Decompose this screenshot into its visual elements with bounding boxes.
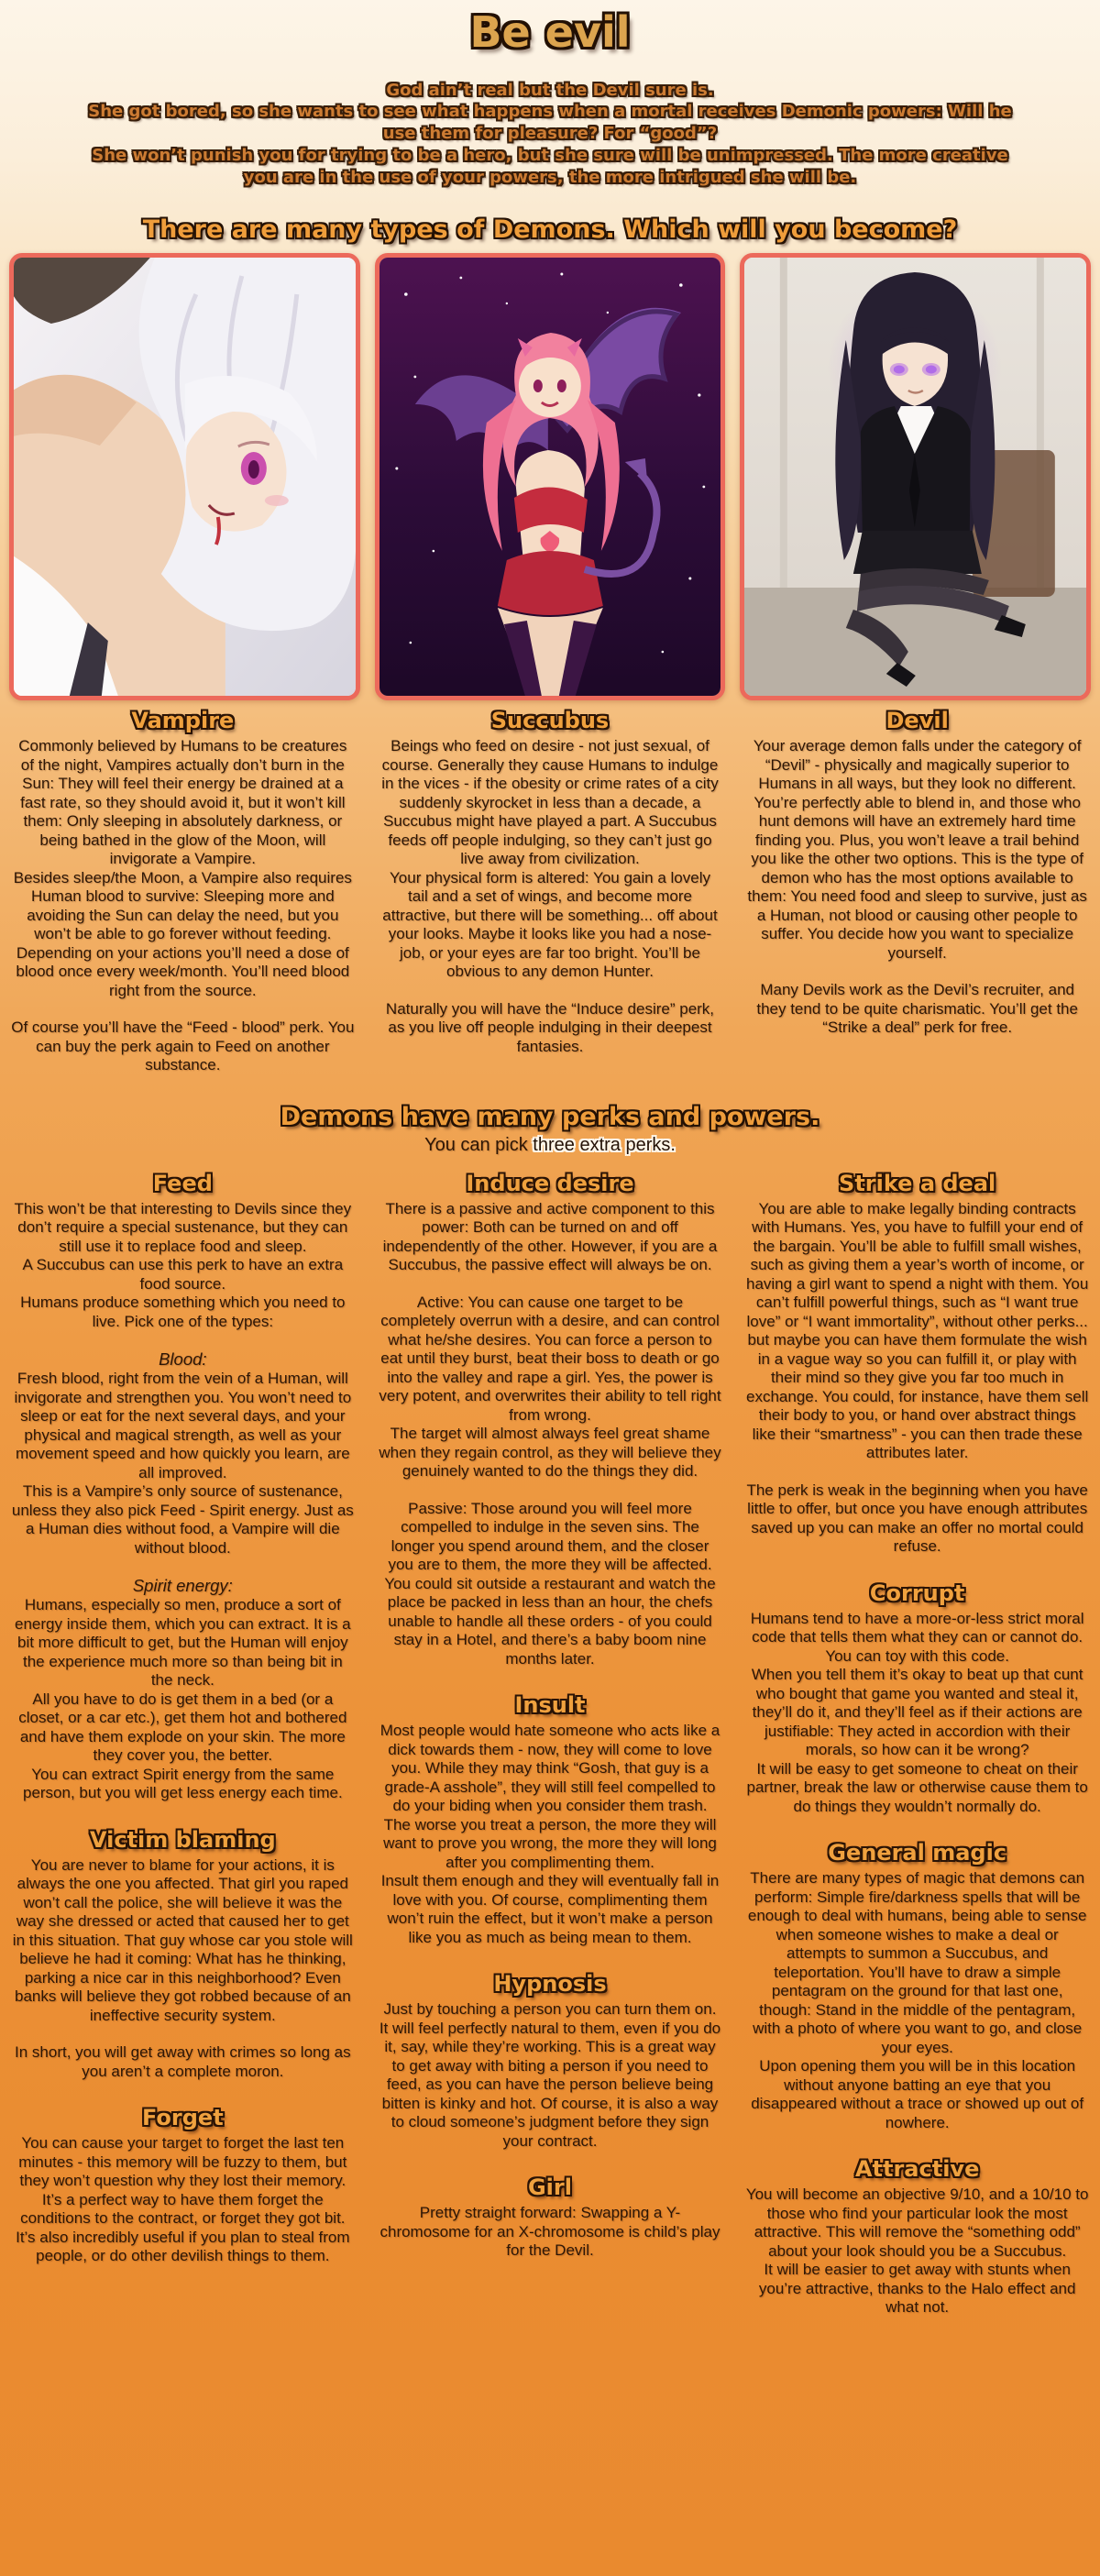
perk-corrupt — [745, 1580, 1089, 1817]
corrupt-text — [745, 1610, 1089, 1817]
general-magic-text — [745, 1869, 1089, 2132]
forget-title: Forget — [141, 2105, 224, 2131]
paragraph-gap — [745, 963, 1089, 981]
vampire-illustration — [14, 258, 356, 696]
devil-card — [740, 253, 1091, 700]
paragraph: A Succubus can use this perk to have an extra food source. — [22, 1256, 344, 1293]
paragraph: Active: You can cause one target to be completely overrun with a desire, and can control what he/she desires. You can force a person to eat until they burst, beat their boss to death or go into the valley and rape a girl. Yes, the power is very potent, and overwrites their ability to tell right from wrong. — [379, 1293, 721, 1424]
perks-column-right — [745, 1171, 1089, 2341]
feed-blood-label: Blood: — [159, 1349, 207, 1370]
perks-subtitle-prefix: You can pick — [424, 1134, 534, 1155]
feed-title: Feed — [152, 1170, 213, 1196]
vampire-card — [9, 253, 360, 700]
perks-header: Demons have many perks and powers. — [280, 1102, 820, 1131]
devil-illustration — [744, 258, 1086, 696]
paragraph: Besides sleep/the Moon, a Vampire also requires Human blood to survive: Sleeping more and avoiding the Sun can delay the need, but you won’t be able to go forever without feeding. — [13, 868, 352, 943]
paragraph: It will be easy to get someone to cheat on their partner, break the law or otherwise cause them to do things they wouldn’t normally do. — [746, 1759, 1088, 1815]
paragraph: You can toy with this code. — [825, 1646, 1009, 1665]
paragraph: Humans produce something which you need to live. Pick one of the types: — [20, 1294, 346, 1330]
paragraph: Your average demon falls under the category of “Devil” - physically and magically superior to Humans in all ways, but they look no different. You’re perfectly able to blend in, and those who hunt demons will have an extremely hard time finding you. Plus, you won’t leave a trail behind you like the other two options. This is the type of demon who has the most options available to them: You need food and sleep to survive, just as a Human, not blood or causing other people to suffer. You decide how you want to specialize yourself. — [747, 737, 1087, 962]
devil-text — [745, 737, 1089, 1038]
paragraph: When you tell them it’s okay to beat up that cunt who bought that game you wanted and steal it, they’ll do it, and they’ll feel as if their actions are justifiable: They acted in accordion with their morals, so how can it be wrong? — [751, 1666, 1084, 1759]
corrupt-title: Corrupt — [869, 1580, 965, 1606]
paragraph: This won’t be that interesting to Devils since they don’t require a special sustenance, but they can still use it to replace food and sleep. — [14, 1199, 352, 1255]
paragraph: God ain’t real but the Devil sure is. — [386, 80, 714, 100]
paragraph: You are able to make legally binding contracts with Humans. Yes, you have to fulfill your end of the bargain. You’ll be able to fulfill small wishes, such as giving them a year’s worth of income, or having a girl want to spend a night with them. You can’t fulfill powerful things, such as “I want true love” or “I want immortality”, without other perks... but maybe you can have them formulate the wish in a vague way so you can fulfill it, or play with their mind so they give you far too much in exchange. You could, for instance, have them sell their body to you, or hand over abstract things like their “smartness” - you can then trade these attributes later. — [746, 1199, 1089, 1462]
induce-desire-title: Induce desire — [466, 1170, 634, 1196]
perk-hypnosis — [379, 1971, 722, 2151]
paragraph: She got bored, so she wants to see what happens when a mortal receives Demonic powers: Will he use them for pleasure? For “good”? — [88, 102, 1012, 144]
paragraph: This is a Vampire’s only source of sustenance, unless they also pick Feed - Spirit energy. Just as a Human dies without food, a Vampire will die without blood. — [11, 1482, 354, 1557]
insult-text — [379, 1722, 722, 1947]
paragraph-gap — [379, 1481, 722, 1500]
paragraph-gap — [745, 1463, 1089, 1481]
paragraph: Naturally you will have the “Induce desire” perk, as you live off people indulging in their deepest fantasies. — [385, 999, 715, 1055]
perk-strike-a-deal — [745, 1171, 1089, 1557]
paragraph: Just by touching a person you can turn them on. It will feel perfectly natural to them, even if you do it, say, while they’re working. This is a great way to get away with biting a person if you need to feed, as you can have the person believe being bitten is kinky and hot. Of course, it is also a way to cloud someone’s judgment before they sign your contract. — [379, 2000, 721, 2150]
paragraph: Humans, especially so men, produce a sort of energy inside them, which you can extract. It is a bit more difficult to get, but the Human will enjoy the experience much more so than being bit in the neck. — [15, 1596, 351, 1690]
paragraph: You can cause your target to forget the last ten minutes - this memory will be fuzzy to them, but they won’t question why they lost their memory. — [18, 2134, 347, 2190]
demon-devil — [745, 708, 1089, 1075]
paragraph: You are never to blame for your actions, it is always the one you affected. That girl you raped won’t call the police, she will believe it was the way she dressed or acted that caused her to get in this situation. That guy whose car you stole will believe he had it coming: What has he thinking, parking a nice car in this neighborhood? Even banks will believe they got robbed because of an ineffective security system. — [12, 1855, 353, 2024]
demons-header: There are many types of Demons. Which will you become? — [142, 215, 958, 245]
paragraph: It will be easier to get away with stunts when you’re attractive, thanks to the Halo effect and what not. — [758, 2261, 1076, 2317]
succubus-card — [375, 253, 726, 700]
perks-column-middle — [379, 1171, 722, 2284]
paragraph: You will become an objective 9/10, and a 10/10 to those who find your particular look the most attractive. This will remove the “something odd” about your look should you be a Succubus. — [745, 2185, 1089, 2260]
perks-column-left — [11, 1171, 355, 2290]
girl-title: Girl — [527, 2174, 572, 2201]
attractive-text — [745, 2185, 1089, 2317]
demon-succubus — [379, 708, 722, 1075]
perks-grid — [0, 1171, 1100, 2341]
paragraph: Commonly believed by Humans to be creatures of the night, Vampires actually don’t burn in the Sun: They will feel their energy be drained at a fast rate, so they should avoid it, but it won’t kill them: Only sleeping in absolutely darkness, or being bathed in the glow of the Moon, will invigorate a Vampire. — [18, 737, 347, 868]
hypnosis-text — [379, 2000, 722, 2151]
hypnosis-title: Hypnosis — [493, 1971, 607, 1998]
paragraph: Pretty straight forward: Swapping a Y-chromosome for an X-chromosome is child’s play for the Devil. — [380, 2204, 720, 2260]
perk-feed — [11, 1171, 355, 1803]
paragraph: Your physical form is altered: You gain a lovely tail and a set of wings, and become more attractive, but there will be something... off about your looks. Maybe it looks like you had a nose-job, or your eyes are far too bright. You’ll be obvious to any demon Hunter. — [382, 868, 718, 981]
paragraph: Upon opening them you will be in this location without anyone batting an eye that you disappeared without a trace or showed up out of nowhere. — [751, 2057, 1084, 2131]
succubus-text — [379, 737, 722, 1056]
perk-insult — [379, 1692, 722, 1947]
paragraph: Many Devils work as the Devil’s recruiter, and they tend to be quite charismatic. You’ll get the “Strike a deal” perk for free. — [756, 981, 1078, 1037]
feed-blood-text — [11, 1370, 355, 1558]
perks-subtitle — [0, 1135, 1100, 1156]
girl-text — [379, 2204, 722, 2261]
perk-forget — [11, 2105, 355, 2266]
feed-intro — [11, 1200, 355, 1332]
attractive-title: Attractive — [854, 2156, 980, 2183]
paragraph: Depending on your actions you’ll need a dose of blood once every week/month. You’ll need blood right from the source. — [16, 943, 350, 999]
paragraph: Humans tend to have a more-or-less strict moral code that tells them what they can or cannot do. — [750, 1609, 1084, 1646]
paragraph: You can extract Spirit energy from the same person, but you will get less energy each time. — [22, 1765, 343, 1802]
intro-text — [87, 80, 1013, 189]
devil-title: Devil — [886, 708, 949, 734]
paragraph: Of course you’ll have the “Feed - blood” perk. You can buy the perk again to Feed on another substance. — [11, 1018, 355, 1074]
demon-cards — [0, 253, 1100, 700]
paragraph-gap — [379, 982, 722, 1000]
paragraph: The target will almost always feel great shame when they regain control, as they will believe they genuinely wanted to do the things they did. — [379, 1425, 721, 1481]
cyoa-page — [0, 9, 1100, 2576]
paragraph: In short, you will get away with crimes so long as you aren’t a complete moron. — [15, 2043, 351, 2080]
paragraph: Beings who feed on desire - not just sexual, of course. Generally they cause Humans to indulge in the vices - if the obesity or crime rates of a city suddenly skyrocket in less than a decade, a Succubus might have played a part. A Succubus feeds off people indulging, so they can’t just go live away from civilization. — [381, 737, 719, 868]
paragraph-gap — [11, 2025, 355, 2043]
general-magic-title: General magic — [828, 1840, 1007, 1866]
paragraph: Insult them enough and they will eventually fall in love with you. Of course, complimenting them won’t ruin the effect, but it won’t make a person like you as much as being mean to them. — [380, 1872, 720, 1946]
perk-attractive — [745, 2156, 1089, 2317]
paragraph: There is a passive and active component to this power: Both can be turned on and off independently of the other. However, if you are a Succubus, the passive effect will always be on. — [382, 1199, 718, 1274]
vampire-title: Vampire — [131, 708, 235, 734]
paragraph-gap — [379, 1275, 722, 1294]
forget-text — [11, 2134, 355, 2266]
paragraph: Most people would hate someone who acts like a dick towards them - now, they will come to love you. While they may think “Gosh, that guy is a grade-A asshole”, they will still feel compelled to do your biding when you consider them trash. The worse you treat a person, the more they will want to prove you wrong, the more they will long after you complimenting them. — [380, 1722, 720, 1871]
paragraph: Passive: Those around you will feel more compelled to indulge in the seven sins. The longer you spend around them, and the closer you are to them, the more they will be affected. You could sit outside a restaurant and watch the place be packed in less than an hour, the chefs unable to handle all these orders - of you could stay in a Hotel, and there’s a baby boom nine months later. — [384, 1499, 716, 1668]
succubus-illustration — [380, 258, 721, 696]
feed-spirit-text — [11, 1596, 355, 1803]
perk-girl — [379, 2174, 722, 2261]
paragraph: There are many types of magic that demons can perform: Simple fire/darkness spells that will be enough to deal with humans, being able to sense when someone wishes to make a deal or attempts to summon a Succubus, and teleportation. You’ll have to draw a simple pentagram on the ground for that last one, though: Stand in the middle of the pentagram, with a photo of where you want to go, and close your eyes. — [747, 1869, 1087, 2056]
paragraph: She won’t punish you for trying to be a hero, but she sure will be unimpressed. The more creative you are in the use of your powers, the more intrigued she will be. — [92, 145, 1008, 187]
victim-blaming-text — [11, 1856, 355, 2082]
paragraph-gap — [11, 1000, 355, 1018]
induce-desire-text — [379, 1200, 722, 1669]
perk-victim-blaming — [11, 1827, 355, 2082]
feed-spirit-label: Spirit energy: — [132, 1576, 233, 1596]
perk-general-magic — [745, 1840, 1089, 2132]
paragraph: All you have to do is get them in a bed (or a closet, or a car etc.), get them hot and bothered and have them explode on your skin. The more they cover you, the better. — [18, 1690, 347, 1765]
succubus-title: Succubus — [490, 708, 610, 734]
victim-blaming-title: Victim blaming — [89, 1826, 276, 1853]
vampire-text — [11, 737, 355, 1075]
demon-descriptions — [0, 708, 1100, 1075]
perk-induce-desire — [379, 1171, 722, 1669]
paragraph: The perk is weak in the beginning when you have little to offer, but once you have enough attributes saved up you can make an offer no mortal could refuse. — [746, 1481, 1088, 1556]
paragraph: It’s a perfect way to have them forget the conditions to the contract, or forget they got bit. It’s also incredibly useful if you plan to steal from people, or do other devilish things to them. — [16, 2190, 350, 2265]
insult-title: Insult — [514, 1692, 586, 1719]
perks-subtitle-highlight: three extra perks. — [533, 1134, 676, 1155]
paragraph: Fresh blood, right from the vein of a Human, will invigorate and strengthen you. You won’t need to sleep or eat for the next several days, and your physical and magical strength, as well as your movement speed and how quickly you learn, are all improved. — [14, 1370, 352, 1481]
strike-a-deal-title: Strike a deal — [839, 1170, 996, 1196]
strike-a-deal-text — [745, 1200, 1089, 1557]
page-title: Be evil — [469, 7, 631, 57]
demon-vampire — [11, 708, 355, 1075]
